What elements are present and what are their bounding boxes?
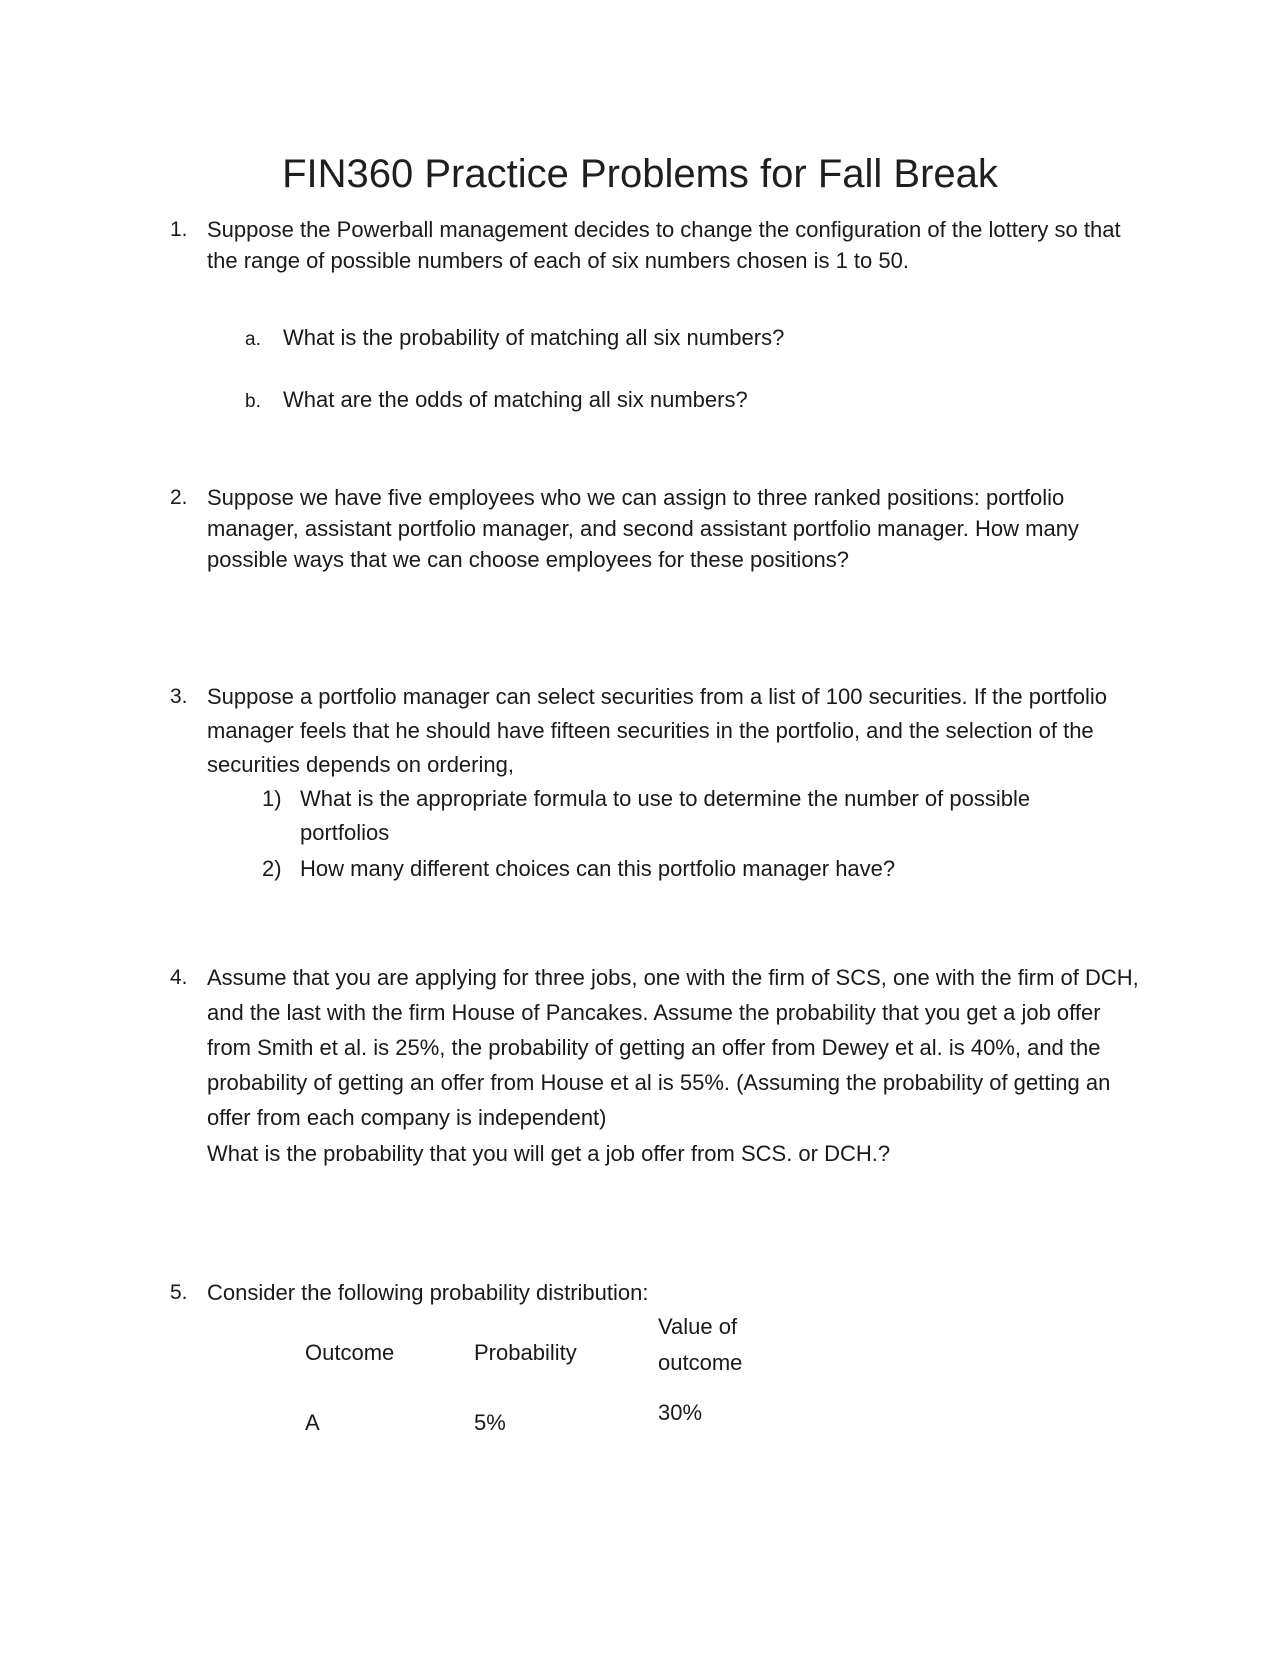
subpart-marker: 2)	[262, 856, 282, 881]
table-header-outcome: Outcome	[305, 1340, 395, 1365]
subpart-marker: a.	[245, 329, 261, 350]
subpart-text: What is the appropriate formula to use to determine the number of possible portfolios	[300, 786, 1031, 845]
subpart-text: What is the probability of matching all six numbers?	[283, 325, 785, 350]
problem-text: Consider the following probability distribution:	[207, 1280, 649, 1305]
subpart-marker: b.	[245, 391, 261, 412]
problem-text: Suppose a portfolio manager can select securities from a list of 100 securities. If the portfolio manager feels that he should have fifteen securities in the portfolio, and the selection of the securities depends on ordering,	[207, 684, 1108, 777]
problem-number: 5.	[170, 1281, 188, 1304]
problem-text: Suppose the Powerball management decides to change the configuration of the lottery so that the range of possible numbers of each of six numbers chosen is 1 to 50.	[207, 217, 1121, 273]
subpart-text: How many different choices can this portfolio manager have?	[300, 856, 896, 881]
problem-number: 2.	[170, 486, 188, 509]
table-cell-probability: 5%	[474, 1410, 506, 1435]
table-cell-outcome: A	[305, 1410, 320, 1435]
subpart-marker: 1)	[262, 786, 282, 811]
subpart-text: What are the odds of matching all six numbers?	[283, 387, 748, 412]
problem-text: Suppose we have five employees who we can assign to three ranked positions: portfolio manager, assistant portfolio manager, and second assistant portfolio manager. How many possible ways that we can choose employees for these positions?	[207, 485, 1079, 572]
table-header-probability: Probability	[474, 1340, 577, 1365]
problem-question: What is the probability that you will get a job offer from SCS. or DCH.?	[207, 1141, 891, 1166]
table-header-value-line2: outcome	[658, 1350, 743, 1375]
problem-number: 1.	[170, 218, 188, 241]
problem-number: 4.	[170, 966, 188, 989]
problem-text: Assume that you are applying for three jobs, one with the firm of SCS, one with the firm of DCH, and the last with the firm House of Pancakes. Assume the probability that you get a job offer from Smith et al. is 25%, the probability of getting an offer from Dewey et al. is 40%, and the probability of getting an offer from House et al is 55%. (Assuming the probability of getting an offer from each company is independent)	[207, 965, 1139, 1130]
page-title: FIN360 Practice Problems for Fall Break	[282, 152, 998, 196]
table-cell-value: 30%	[658, 1400, 703, 1425]
problem-number: 3.	[170, 685, 188, 708]
table-header-value-line1: Value of	[658, 1314, 738, 1339]
